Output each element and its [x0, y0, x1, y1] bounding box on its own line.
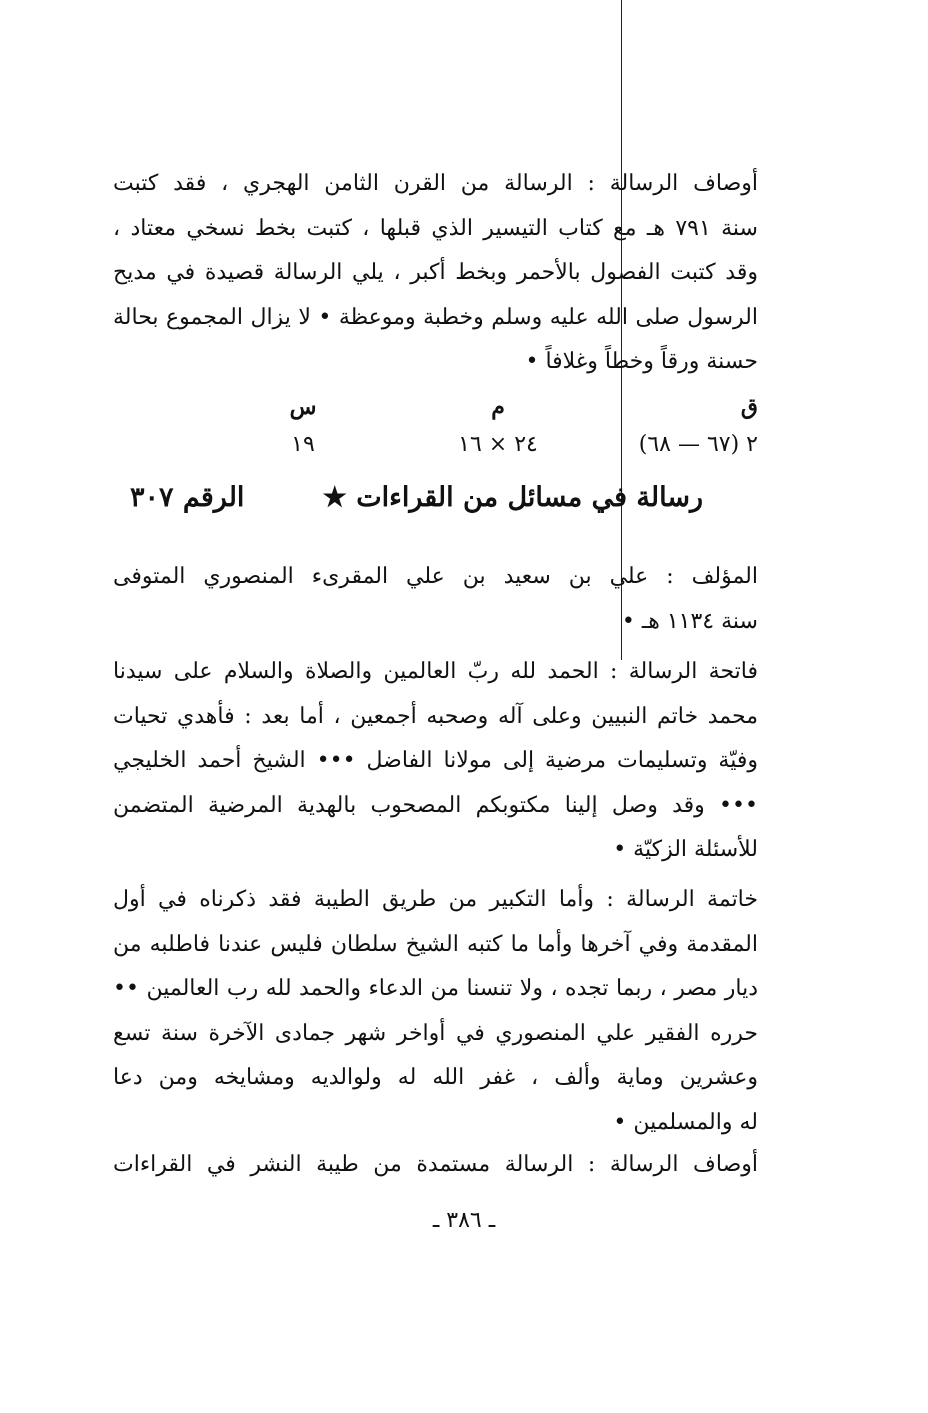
text-line: وقد كتبت الفصول بالأحمر وبخط أكبر ، يلي الرسالة قصيدة في مديح [113, 260, 758, 285]
measure-lines-value: ١٩ [291, 432, 315, 457]
closing-paragraph [113, 878, 758, 1145]
measure-leaves [608, 388, 758, 464]
text-line: سنة ٧٩١ هـ مع كتاب التيسير الذي قبلها ، كتبت بخط نسخي معتاد ، [113, 215, 758, 241]
measure-dimensions-value: ٢٤ × ١٦ [458, 432, 538, 457]
page-number: ـ ٣٨٦ ـ [432, 1208, 496, 1233]
manuscript-measurements [233, 388, 758, 468]
entry-title: رسالة في مسائل من القراءات ★ [322, 482, 703, 513]
text-line: ديار مصر ، ربما تجده ، ولا تنسنا من الدعاء والحمد لله رب العالمين •• [113, 976, 758, 1001]
author-paragraph [113, 555, 758, 644]
text-line: أوصاف الرسالة : الرسالة من القرن الثامن الهجري ، فقد كتبت [113, 171, 758, 196]
text-line: المؤلف : علي بن سعيد بن علي المقرىء المنصوري المتوفى [113, 564, 758, 589]
text-line: سنة ١١٣٤ هـ • [621, 608, 758, 634]
text-line: حسنة ورقاً وخطاً وغلافاً • [525, 349, 758, 374]
opening-paragraph [113, 650, 758, 873]
measure-leaves-value: ٢ (٦٧ — ٦٨) [638, 432, 758, 457]
text-line: خاتمة الرسالة : وأما التكبير من طريق الطيبة فقد ذكرناه في أول [113, 887, 758, 912]
description-paragraph-1 [113, 162, 758, 385]
description-paragraph-2 [113, 1143, 758, 1188]
measure-lines-label: س [289, 394, 317, 420]
text-line: محمد خاتم النبيين وعلى آله وصحبه أجمعين ، أما بعد : فأهدي تحيات [113, 703, 758, 729]
text-line: له والمسلمين • [613, 1109, 758, 1135]
measure-dimensions [423, 388, 573, 464]
text-line: ••• وقد وصل إلينا مكتوبكم المصحوب بالهدية المرضية المتضمن [113, 792, 758, 818]
text-line: حرره الفقير علي المنصوري في أواخر شهر جمادى الآخرة سنة تسع [113, 1020, 758, 1046]
text-line: المقدمة وفي آخرها وأما ما كتبه الشيخ سلطان فليس عندنا فاطلبه من [113, 931, 758, 957]
entry-number: الرقم ٣٠٧ [130, 482, 245, 513]
measure-leaves-label: ق [740, 394, 758, 420]
text-line: وعشرين وماية وألف ، غفر الله له ولوالديه ومشايخه ومن دعا [113, 1065, 758, 1090]
text-line: وفيّة وتسليمات مرضية إلى مولانا الفاضل ••• الشيخ أحمد الخليجي [113, 748, 758, 773]
text-line: أوصاف الرسالة : الرسالة مستمدة من طيبة النشر في القراءات [113, 1152, 758, 1177]
text-line: الرسول صلى الله عليه وسلم وخطبة وموعظة • لا يزال المجموع بحالة [113, 304, 758, 330]
text-line: للأسئلة الزكيّة • [613, 837, 758, 862]
measure-lines [228, 388, 378, 464]
text-line: فاتحة الرسالة : الحمد لله ربّ العالمين والصلاة والسلام على سيدنا [113, 659, 758, 684]
measure-dimensions-label: م [491, 394, 505, 420]
